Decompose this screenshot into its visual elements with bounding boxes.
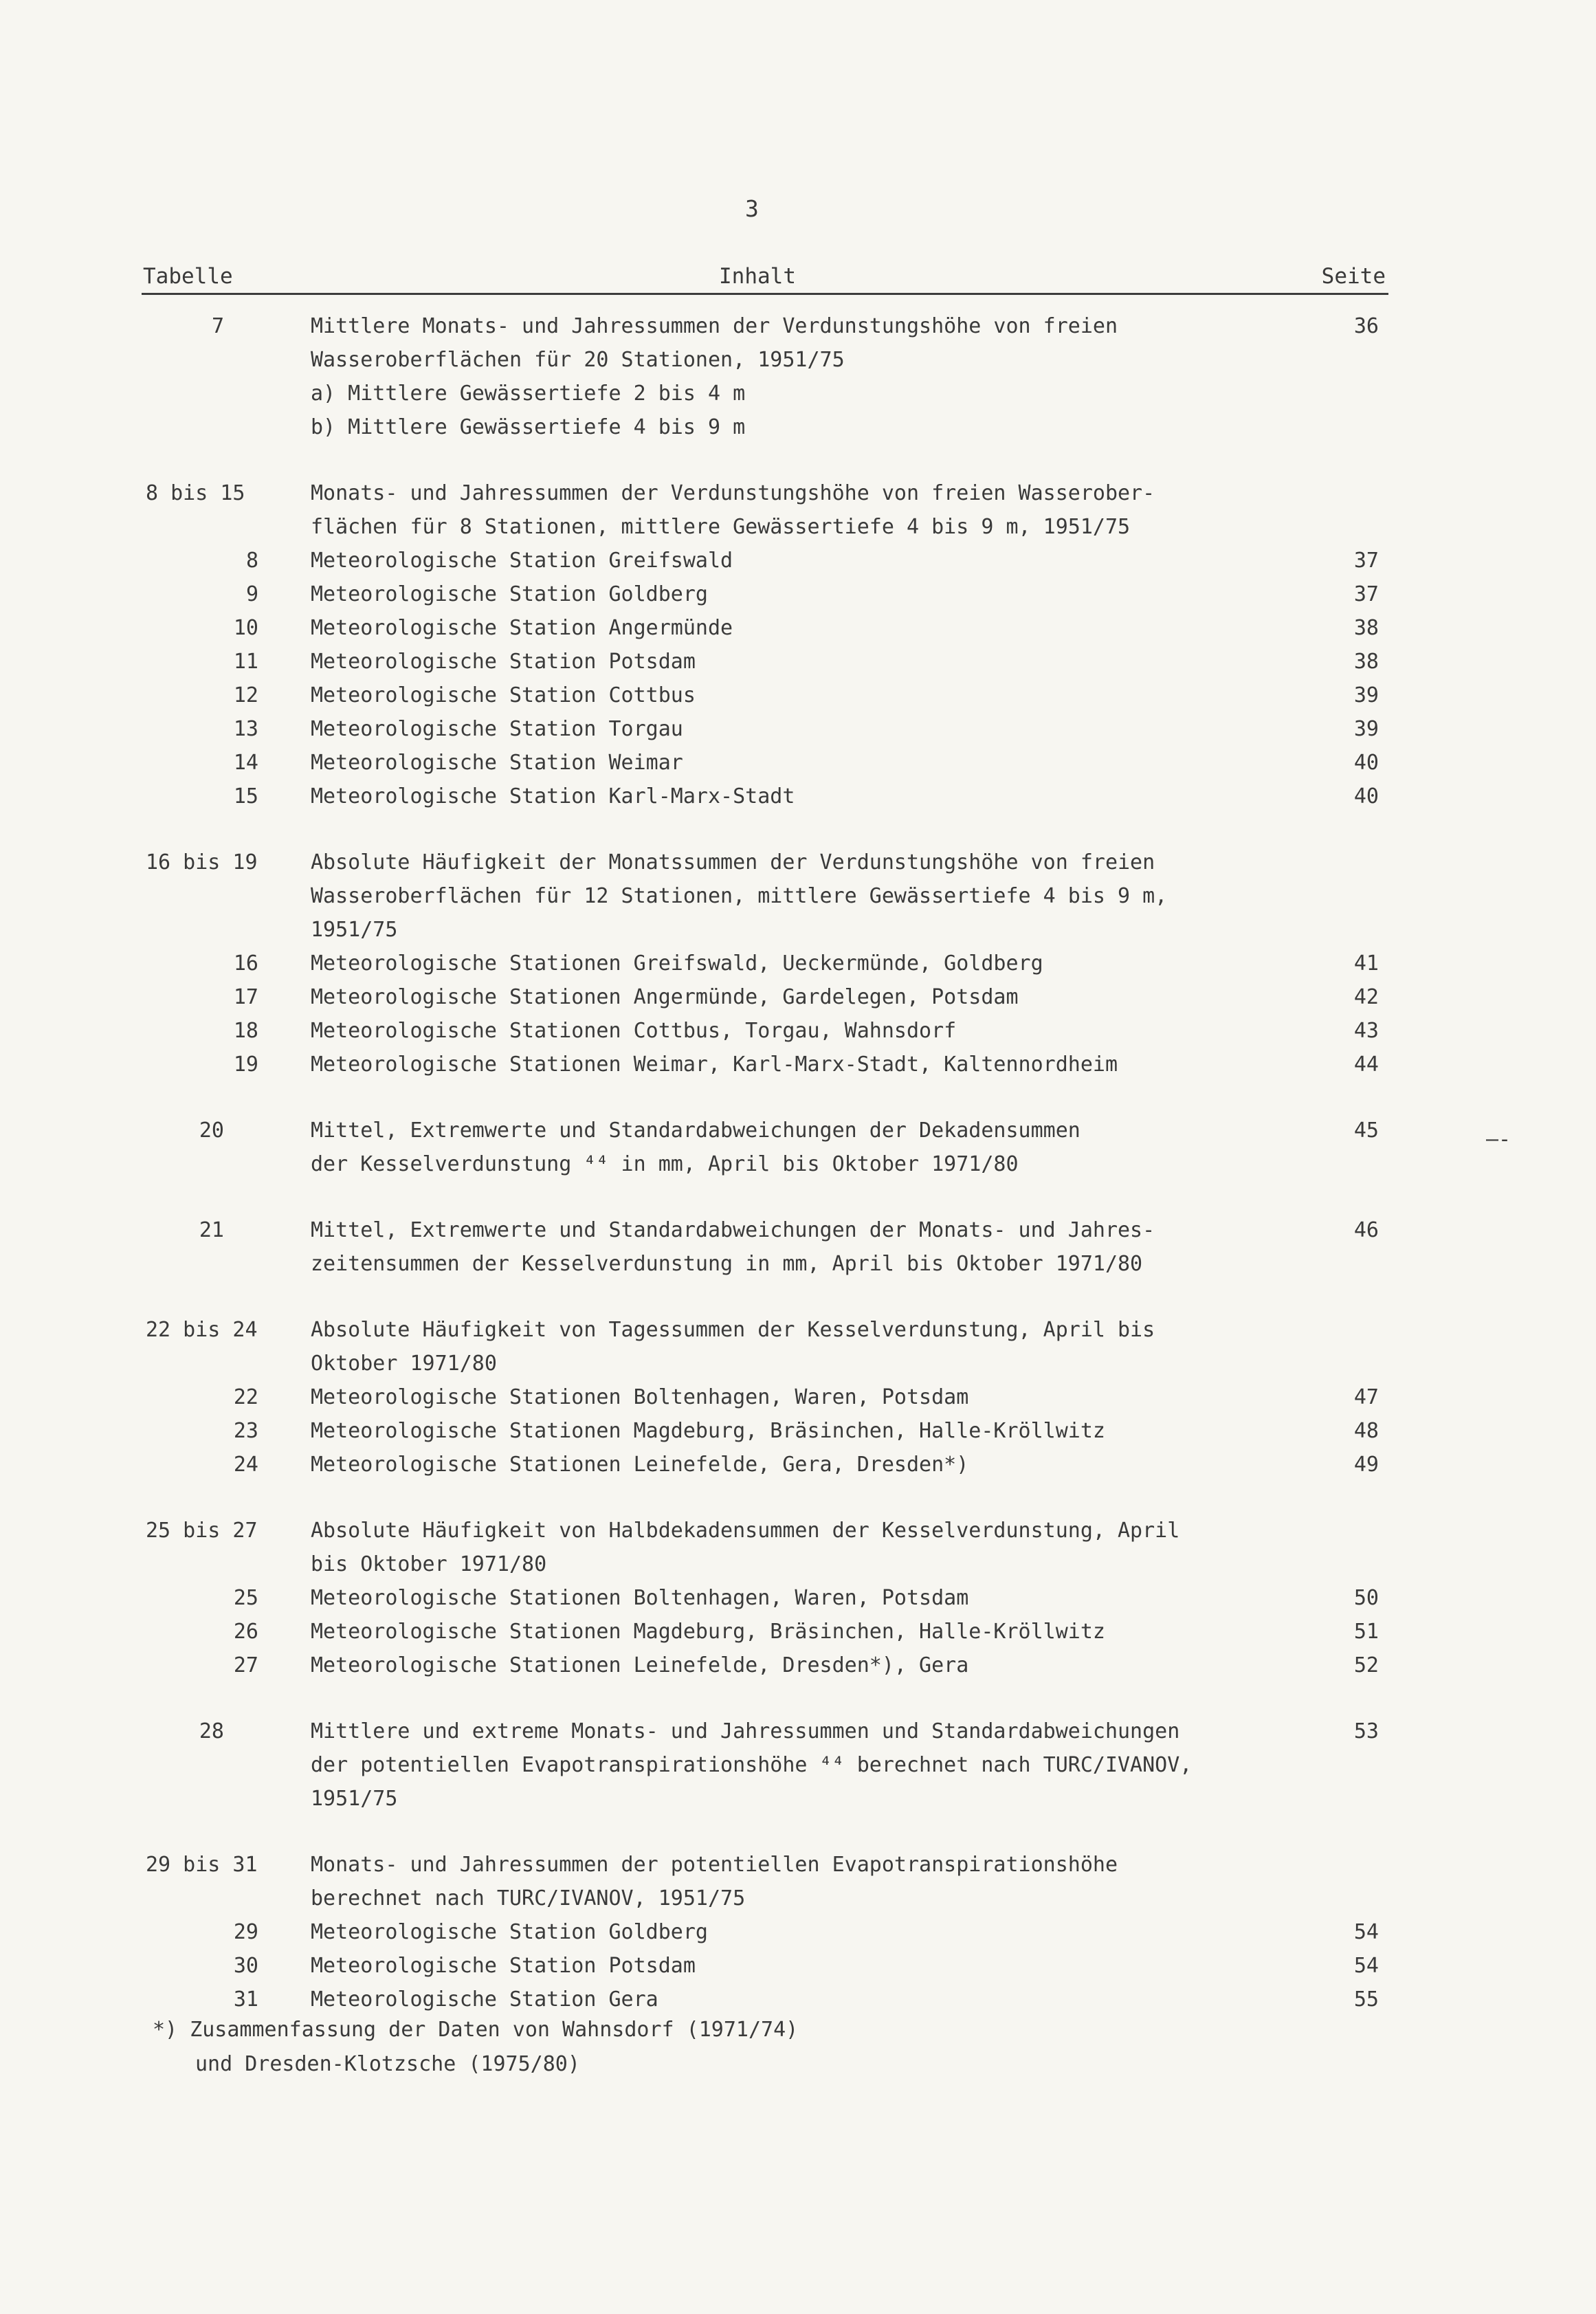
entry-number: 8 bis 15 bbox=[146, 481, 245, 505]
sub-entry-text: Meteorologische Station Potsdam bbox=[311, 650, 696, 674]
entry-page: 46 bbox=[1353, 1218, 1379, 1242]
sub-entry-page: 50 bbox=[1353, 1586, 1379, 1610]
sub-entry-page: 52 bbox=[1353, 1653, 1379, 1677]
entry-number: 7 bbox=[211, 314, 224, 338]
entry-text: Wasseroberflächen für 12 Stationen, mittlere Gewässertiefe 4 bis 9 m, bbox=[311, 884, 1168, 908]
sub-entry bbox=[0, 645, 1596, 679]
entry-text: flächen für 8 Stationen, mittlere Gewässertiefe 4 bis 9 m, 1951/75 bbox=[311, 515, 1131, 539]
entry-line bbox=[0, 1848, 1596, 1882]
sub-entry-text: Meteorologische Station Torgau bbox=[311, 717, 683, 741]
sub-entry-number: 19 bbox=[233, 1053, 258, 1077]
entry-line bbox=[0, 1715, 1596, 1748]
sub-entry-number: 18 bbox=[233, 1019, 258, 1043]
sub-entry-text: Meteorologische Station Gera bbox=[311, 1987, 658, 2012]
entry-number: 21 bbox=[199, 1218, 224, 1242]
sub-entry-text: Meteorologische Station Greifswald bbox=[311, 549, 733, 573]
entry-number: 29 bis 31 bbox=[146, 1853, 258, 1877]
entry-line bbox=[0, 510, 1596, 544]
sub-entry-text: Meteorologische Stationen Boltenhagen, Waren, Potsdam bbox=[311, 1586, 969, 1610]
entry-number: 16 bis 19 bbox=[146, 850, 258, 874]
sub-entry-number: 13 bbox=[233, 717, 258, 741]
entry-line bbox=[0, 1213, 1596, 1247]
entry-text: bis Oktober 1971/80 bbox=[311, 1552, 547, 1576]
sub-entry-page: 49 bbox=[1353, 1453, 1379, 1477]
entry-text: Monats- und Jahressummen der potentiellen Evapotranspirationshöhe bbox=[311, 1853, 1118, 1877]
entry-text: b) Mittlere Gewässertiefe 4 bis 9 m bbox=[311, 415, 746, 439]
sub-entry-number: 8 bbox=[245, 549, 258, 573]
sub-entry bbox=[0, 1581, 1596, 1615]
sub-entry-number: 11 bbox=[233, 650, 258, 674]
sub-entry-number: 26 bbox=[233, 1620, 258, 1644]
sub-entry-page: 51 bbox=[1353, 1620, 1379, 1644]
sub-entry bbox=[0, 1048, 1596, 1081]
entry-text: Monats- und Jahressummen der Verdunstungshöhe von freien Wasserober- bbox=[311, 481, 1155, 505]
sub-entry-text: Meteorologische Station Goldberg bbox=[311, 1920, 708, 1944]
sub-entry-text: Meteorologische Station Cottbus bbox=[311, 683, 696, 707]
sub-entry-text: Meteorologische Stationen Leinefelde, Dresden*), Gera bbox=[311, 1653, 969, 1677]
sub-entry-page: 40 bbox=[1353, 784, 1379, 808]
sub-entry bbox=[0, 577, 1596, 611]
sub-entry bbox=[0, 679, 1596, 712]
sub-entry-number: 12 bbox=[233, 683, 258, 707]
contents-entry bbox=[0, 309, 1596, 444]
entry-text: Wasseroberflächen für 20 Stationen, 1951/75 bbox=[311, 348, 845, 372]
sub-entry-text: Meteorologische Station Angermünde bbox=[311, 616, 733, 640]
margin-mark: —- bbox=[1486, 1127, 1511, 1152]
entry-text: Mittel, Extremwerte und Standardabweichungen der Dekadensummen bbox=[311, 1119, 1080, 1143]
entry-line bbox=[0, 1547, 1596, 1581]
sub-entry bbox=[0, 746, 1596, 780]
sub-entry-number: 27 bbox=[233, 1653, 258, 1677]
sub-entry-text: Meteorologische Stationen Cottbus, Torgau, Wahnsdorf bbox=[311, 1019, 957, 1043]
entry-line bbox=[0, 1247, 1596, 1281]
entry-text: zeitensummen der Kesselverdunstung in mm, April bis Oktober 1971/80 bbox=[311, 1252, 1143, 1276]
entry-text: Mittlere Monats- und Jahressummen der Verdunstungshöhe von freien bbox=[311, 314, 1118, 338]
sub-entry-text: Meteorologische Station Goldberg bbox=[311, 582, 708, 606]
sub-entry-text: Meteorologische Stationen Greifswald, Ueckermünde, Goldberg bbox=[311, 951, 1043, 976]
sub-entry bbox=[0, 1949, 1596, 1983]
sub-entry-page: 37 bbox=[1353, 582, 1379, 606]
sub-entry bbox=[0, 1983, 1596, 2016]
sub-entry-number: 22 bbox=[233, 1385, 258, 1409]
entry-line bbox=[0, 476, 1596, 510]
sub-entry-page: 55 bbox=[1353, 1987, 1379, 2012]
entry-line bbox=[0, 913, 1596, 947]
entry-page: 45 bbox=[1353, 1119, 1379, 1143]
sub-entry-text: Meteorologische Stationen Leinefelde, Gera, Dresden*) bbox=[311, 1453, 969, 1477]
sub-entry bbox=[0, 1615, 1596, 1649]
sub-entry-page: 38 bbox=[1353, 650, 1379, 674]
entry-text: Mittel, Extremwerte und Standardabweichungen der Monats- und Jahres- bbox=[311, 1218, 1155, 1242]
entry-text: 1951/75 bbox=[311, 918, 398, 942]
contents-entry bbox=[0, 1848, 1596, 2016]
entry-text: a) Mittlere Gewässertiefe 2 bis 4 m bbox=[311, 382, 746, 406]
sub-entry-number: 16 bbox=[233, 951, 258, 976]
sub-entry-number: 24 bbox=[233, 1453, 258, 1477]
sub-entry-number: 9 bbox=[245, 582, 258, 606]
entry-text: Mittlere und extreme Monats- und Jahressummen und Standardabweichungen bbox=[311, 1719, 1180, 1743]
sub-entry bbox=[0, 1414, 1596, 1448]
entry-line bbox=[0, 846, 1596, 879]
contents-entry bbox=[0, 1313, 1596, 1481]
contents-entry bbox=[0, 846, 1596, 1081]
entry-line bbox=[0, 309, 1596, 343]
table-header bbox=[142, 264, 1388, 296]
entry-line bbox=[0, 1514, 1596, 1547]
entry-number: 22 bis 24 bbox=[146, 1318, 258, 1342]
sub-entry-text: Meteorologische Stationen Weimar, Karl-Marx-Stadt, Kaltennordheim bbox=[311, 1053, 1118, 1077]
entry-text: Absolute Häufigkeit der Monatssummen der Verdunstungshöhe von freien bbox=[311, 850, 1155, 874]
header-seite: Seite bbox=[1321, 264, 1386, 289]
sub-entry-page: 39 bbox=[1353, 717, 1379, 741]
sub-entry-number: 29 bbox=[233, 1920, 258, 1944]
entry-line bbox=[0, 879, 1596, 913]
sub-entry-number: 30 bbox=[233, 1954, 258, 1978]
contents-list bbox=[0, 309, 1596, 2049]
contents-entry bbox=[0, 1213, 1596, 1281]
sub-entry-page: 41 bbox=[1353, 951, 1379, 976]
contents-entry bbox=[0, 1715, 1596, 1816]
entry-number: 25 bis 27 bbox=[146, 1519, 258, 1543]
entry-number: 20 bbox=[199, 1119, 224, 1143]
footnote-line-1: *) Zusammenfassung der Daten von Wahnsdorf (1971/74) bbox=[153, 2018, 799, 2042]
sub-entry-page: 38 bbox=[1353, 616, 1379, 640]
sub-entry-text: Meteorologische Stationen Boltenhagen, Waren, Potsdam bbox=[311, 1385, 969, 1409]
sub-entry bbox=[0, 1448, 1596, 1481]
sub-entry bbox=[0, 1915, 1596, 1949]
sub-entry-page: 42 bbox=[1353, 985, 1379, 1009]
sub-entry-text: Meteorologische Stationen Magdeburg, Bräsinchen, Halle-Kröllwitz bbox=[311, 1620, 1105, 1644]
sub-entry-page: 39 bbox=[1353, 683, 1379, 707]
sub-entry bbox=[0, 1380, 1596, 1414]
sub-entry-number: 14 bbox=[233, 751, 258, 775]
sub-entry-page: 44 bbox=[1353, 1053, 1379, 1077]
sub-entry-number: 17 bbox=[233, 985, 258, 1009]
header-inhalt: Inhalt bbox=[719, 264, 796, 289]
sub-entry bbox=[0, 947, 1596, 980]
entry-text: der potentiellen Evapotranspirationshöhe ⁴⁴ berechnet nach TURC/IVANOV, bbox=[311, 1753, 1193, 1777]
entry-line bbox=[0, 1347, 1596, 1380]
sub-entry bbox=[0, 712, 1596, 746]
entry-text: Oktober 1971/80 bbox=[311, 1352, 497, 1376]
entry-line bbox=[0, 343, 1596, 377]
entry-line bbox=[0, 1114, 1596, 1147]
sub-entry-page: 43 bbox=[1353, 1019, 1379, 1043]
header-rule bbox=[142, 293, 1388, 295]
page-number: 3 bbox=[745, 195, 759, 222]
entry-line bbox=[0, 1782, 1596, 1816]
sub-entry-number: 10 bbox=[233, 616, 258, 640]
entry-text: berechnet nach TURC/IVANOV, 1951/75 bbox=[311, 1886, 746, 1910]
sub-entry-number: 15 bbox=[233, 784, 258, 808]
sub-entry-page: 54 bbox=[1353, 1920, 1379, 1944]
sub-entry-page: 54 bbox=[1353, 1954, 1379, 1978]
footnote bbox=[153, 2013, 798, 2082]
sub-entry bbox=[0, 1649, 1596, 1682]
sub-entry bbox=[0, 611, 1596, 645]
contents-entry bbox=[0, 476, 1596, 813]
entry-text: Absolute Häufigkeit von Tagessummen der Kesselverdunstung, April bis bbox=[311, 1318, 1155, 1342]
sub-entry-number: 25 bbox=[233, 1586, 258, 1610]
entry-page: 53 bbox=[1353, 1719, 1379, 1743]
sub-entry-number: 23 bbox=[233, 1419, 258, 1443]
entry-page: 36 bbox=[1353, 314, 1379, 338]
entry-line bbox=[0, 1748, 1596, 1782]
sub-entry bbox=[0, 1014, 1596, 1048]
entry-text: Absolute Häufigkeit von Halbdekadensummen der Kesselverdunstung, April bbox=[311, 1519, 1180, 1543]
entry-line bbox=[0, 377, 1596, 410]
sub-entry-page: 40 bbox=[1353, 751, 1379, 775]
contents-entry bbox=[0, 1114, 1596, 1181]
entry-line bbox=[0, 1147, 1596, 1181]
sub-entry-number: 31 bbox=[233, 1987, 258, 2012]
sub-entry-page: 47 bbox=[1353, 1385, 1379, 1409]
entry-line bbox=[0, 410, 1596, 444]
sub-entry bbox=[0, 980, 1596, 1014]
entry-text: der Kesselverdunstung ⁴⁴ in mm, April bis Oktober 1971/80 bbox=[311, 1152, 1019, 1176]
header-tabelle: Tabelle bbox=[143, 264, 233, 289]
sub-entry-page: 37 bbox=[1353, 549, 1379, 573]
contents-entry bbox=[0, 1514, 1596, 1682]
entry-line bbox=[0, 1313, 1596, 1347]
sub-entry bbox=[0, 544, 1596, 577]
sub-entry-text: Meteorologische Station Weimar bbox=[311, 751, 683, 775]
sub-entry-text: Meteorologische Stationen Angermünde, Gardelegen, Potsdam bbox=[311, 985, 1019, 1009]
sub-entry bbox=[0, 780, 1596, 813]
entry-line bbox=[0, 1882, 1596, 1915]
entry-number: 28 bbox=[199, 1719, 224, 1743]
sub-entry-text: Meteorologische Station Karl-Marx-Stadt bbox=[311, 784, 795, 808]
sub-entry-page: 48 bbox=[1353, 1419, 1379, 1443]
entry-text: 1951/75 bbox=[311, 1787, 398, 1811]
footnote-line-2: und Dresden-Klotzsche (1975/80) bbox=[195, 2052, 580, 2076]
sub-entry-text: Meteorologische Station Potsdam bbox=[311, 1954, 696, 1978]
sub-entry-text: Meteorologische Stationen Magdeburg, Bräsinchen, Halle-Kröllwitz bbox=[311, 1419, 1105, 1443]
